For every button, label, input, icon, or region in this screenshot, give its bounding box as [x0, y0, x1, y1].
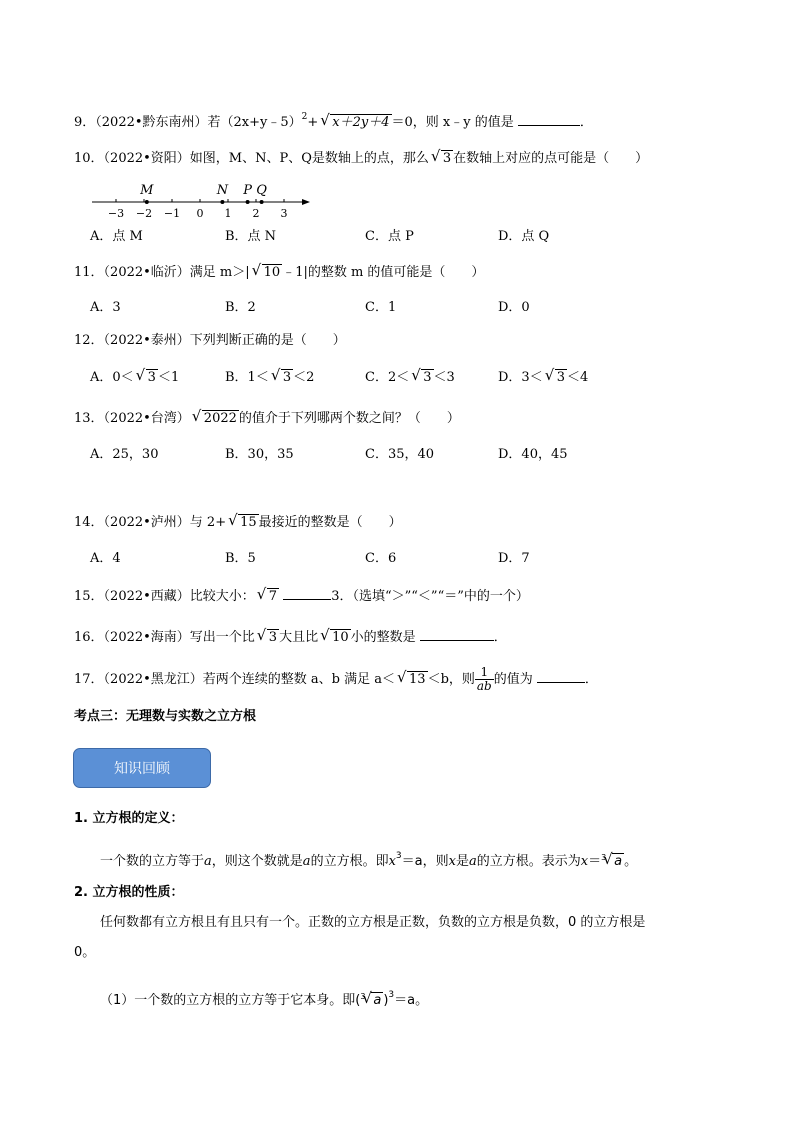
- property-line-2: 0。: [74, 945, 96, 960]
- option-a[interactable]: A．4: [90, 551, 121, 566]
- question-17: 17．（2022•黑龙江）若两个连续的整数 a、b 满足 a＜√ 13 ＜b，则 $\frac{1}{ab}$ 的值为 ．: [74, 666, 598, 688]
- q14-options: [90, 548, 710, 570]
- sqrt-expr: √ 3: [431, 148, 453, 170]
- point-N: [220, 200, 224, 204]
- tick-label: 0: [196, 207, 204, 220]
- question-12: 12．（2022•泰州）下列判断正确的是（ ）: [74, 333, 346, 348]
- question-11: 11．（2022•临沂）满足 m＞|√ 10 ﹣1|的整数 m 的值可能是（ ）: [74, 262, 484, 284]
- option-c[interactable]: C．点 P: [365, 229, 414, 244]
- option-b[interactable]: B．30，35: [225, 447, 294, 462]
- option-a[interactable]: A．25，30: [90, 447, 159, 462]
- answer-blank[interactable]: [420, 626, 494, 641]
- sqrt-expr: √ 10: [252, 262, 283, 284]
- tick-label: −3: [107, 207, 125, 220]
- cube-root-expr: √ 3 a: [601, 851, 624, 873]
- q13-options: [90, 444, 710, 466]
- sqrt-expr: √ x＋2y＋4: [320, 112, 391, 134]
- q11-options: [90, 297, 710, 319]
- option-b[interactable]: B．1＜√ 3 ＜2: [225, 367, 314, 389]
- sqrt-expr: √ 15: [228, 512, 259, 534]
- tick-label: 2: [252, 207, 260, 220]
- number-line-diagram: [90, 177, 320, 222]
- option-a[interactable]: A．3: [90, 300, 121, 315]
- option-d[interactable]: D．点 Q: [498, 229, 550, 244]
- point-label: N: [216, 183, 229, 198]
- tick-label: −2: [135, 207, 153, 220]
- section-title: 考点三：无理数与实数之立方根: [74, 709, 257, 724]
- option-c[interactable]: C．2＜√ 3 ＜3: [365, 367, 455, 389]
- answer-blank[interactable]: [283, 585, 331, 600]
- point-label: Q: [256, 183, 267, 198]
- option-d[interactable]: D．0: [498, 300, 530, 315]
- definition-title: 1. 立方根的定义：: [74, 811, 184, 826]
- tick-label: −1: [163, 207, 181, 220]
- tick-label: 3: [280, 207, 288, 220]
- property-title: 2. 立方根的性质：: [74, 885, 184, 900]
- option-c[interactable]: C．35，40: [365, 447, 435, 462]
- point-label: P: [243, 183, 252, 198]
- q10-options: [90, 226, 710, 248]
- question-15: 15．（2022•西藏）比较大小：√ 7 3．（选填“＞”“＜”“＝”中的一个）: [74, 585, 529, 607]
- option-b[interactable]: B．2: [225, 300, 256, 315]
- tick-label: 1: [224, 207, 232, 220]
- definition-text: 一个数的立方等于a，则这个数就是a的立方根。即$x^3=a$，则x是a的立方根。表示为x＝ √ 3 a 。: [100, 845, 637, 873]
- point-P: [246, 200, 250, 204]
- q12-options: [90, 367, 710, 389]
- sqrt-expr: √ 2022: [192, 408, 239, 430]
- property-sub-1: （1）一个数的立方根的立方等于它本身。即( √ 3 a )$^3$＝a。: [100, 984, 428, 1012]
- point-M: [145, 200, 149, 204]
- option-c[interactable]: C．6: [365, 551, 397, 566]
- option-d[interactable]: D．40，45: [498, 447, 568, 462]
- answer-blank[interactable]: [518, 111, 580, 126]
- review-button[interactable]: 知识回顾: [73, 748, 211, 788]
- sqrt-expr: √ 7: [257, 586, 279, 608]
- point-Q: [260, 200, 264, 204]
- option-d[interactable]: D．7: [498, 551, 530, 566]
- option-c[interactable]: C．1: [365, 300, 397, 315]
- fraction: $\frac{1}{ab}$: [476, 665, 492, 693]
- question-14: 14．（2022•泸州）与 2+√ 15 最接近的整数是（ ）: [74, 512, 402, 534]
- question-10: 10．（2022•资阳）如图，M、N、P、Q是数轴上的点，那么√ 3 在数轴上对应的点可能是（ ）: [74, 148, 648, 170]
- property-line-1: 任何数都有立方根且有且只有一个。正数的立方根是正数，负数的立方根是负数，0 的立方根是: [100, 915, 646, 930]
- answer-blank[interactable]: [537, 668, 585, 683]
- cube-root-expr: √ 3 a: [360, 990, 383, 1012]
- point-label: M: [140, 183, 154, 198]
- question-9: 9．（2022•黔东南州）若（2x+y﹣5）$^2$+√ x＋2y＋4 ＝0，则 x﹣y 的值是 ．: [74, 106, 593, 128]
- option-d[interactable]: D．3＜√ 3 ＜4: [498, 367, 588, 389]
- question-13: 13．（2022•台湾）√ 2022 的值介于下列哪两个数之间？（ ）: [74, 408, 460, 430]
- option-a[interactable]: A．0＜√ 3 ＜1: [90, 367, 179, 389]
- question-16: 16．（2022•海南）写出一个比√ 3 大且比√ 10 小的整数是 ．: [74, 626, 507, 648]
- option-b[interactable]: B．5: [225, 551, 256, 566]
- option-b[interactable]: B．点 N: [225, 229, 277, 244]
- axis-arrow: [302, 199, 310, 205]
- option-a[interactable]: A．点 M: [90, 229, 143, 244]
